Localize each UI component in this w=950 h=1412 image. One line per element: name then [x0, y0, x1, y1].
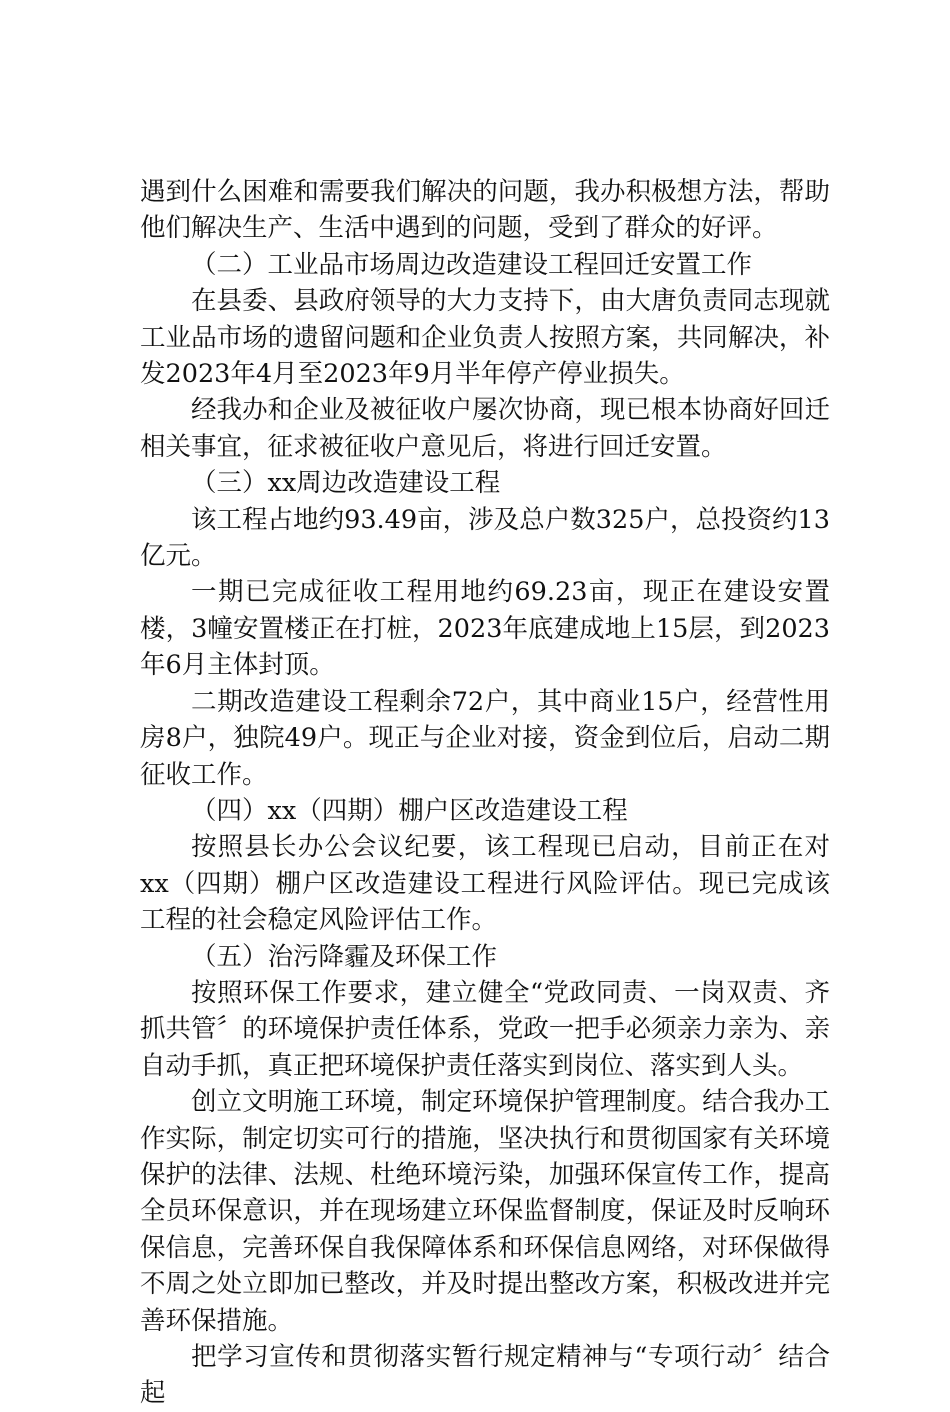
- document-page: [140, 174, 830, 1412]
- section-heading-5: （五）治污降霾及环保工作: [191, 941, 498, 972]
- paragraph: 该工程占地约93.49亩，涉及总户数325户，总投资约13亿元。: [140, 504, 830, 572]
- section-heading-3: （三）xx周边改造建设工程: [191, 468, 501, 499]
- paragraph-continued: 遇到什么困难和需要我们解决的问题，我办积极想方法，帮助他们解决生产、生活中遇到的问题，受到了群众的好评。: [140, 177, 830, 244]
- paragraph: 按照环保工作要求，建立健全“党政同责、一岗双责、齐抓共管〞的环境保护责任体系，党政一把手必须亲力亲为、亲自动手抓，真正把环境保护责任落实到岗位、落实到人头。: [140, 977, 830, 1081]
- paragraph-truncated: 把学习宣传和贯彻落实暂行规定精神与“专项行动〞结合起: [140, 1342, 830, 1409]
- paragraph: 创立文明施工环境，制定环境保护管理制度。结合我办工作实际，制定切实可行的措施，坚决执行和贯彻国家有关环境保护的法律、法规、杜绝环境污染，加强环保宣传工作，提高全员环保意识，并在现场建立环保监督制度，保证及时反响环保信息，完善环保自我保障体系和环保信息网络，对环保做得不周之处立即加已整改，并及时提出整改方案，积极改进并完善环保措施。: [140, 1087, 830, 1336]
- section-heading-4: （四）xx（四期）棚户区改造建设工程: [191, 795, 628, 826]
- paragraph: 按照县长办公会议纪要，该工程现已启动，目前正在对xx（四期）棚户区改造建设工程进行风险评估。现已完成该工程的社会稳定风险评估工作。: [140, 832, 830, 936]
- paragraph: 经我办和企业及被征收户屡次协商，现已根本协商好回迁相关事宜，征求被征收户意见后，将进行回迁安置。: [140, 395, 830, 462]
- paragraph: 在县委、县政府领导的大力支持下，由大唐负责同志现就工业品市场的遗留问题和企业负责人按照方案，共同解决，补发2023年4月至2023年9月半年停产停业损失。: [140, 286, 830, 390]
- paragraph: 一期已完成征收工程用地约69.23亩，现正在建设安置楼，3幢安置楼正在打桩，2023年底建成地上15层，到2023年6月主体封顶。: [140, 577, 830, 681]
- paragraph: 二期改造建设工程剩余72户，其中商业15户，经营性用房8户，独院49户。现正与企业对接，资金到位后，启动二期征收工作。: [140, 686, 830, 790]
- section-heading-2: （二）工业品市场周边改造建设工程回迁安置工作: [191, 249, 753, 280]
